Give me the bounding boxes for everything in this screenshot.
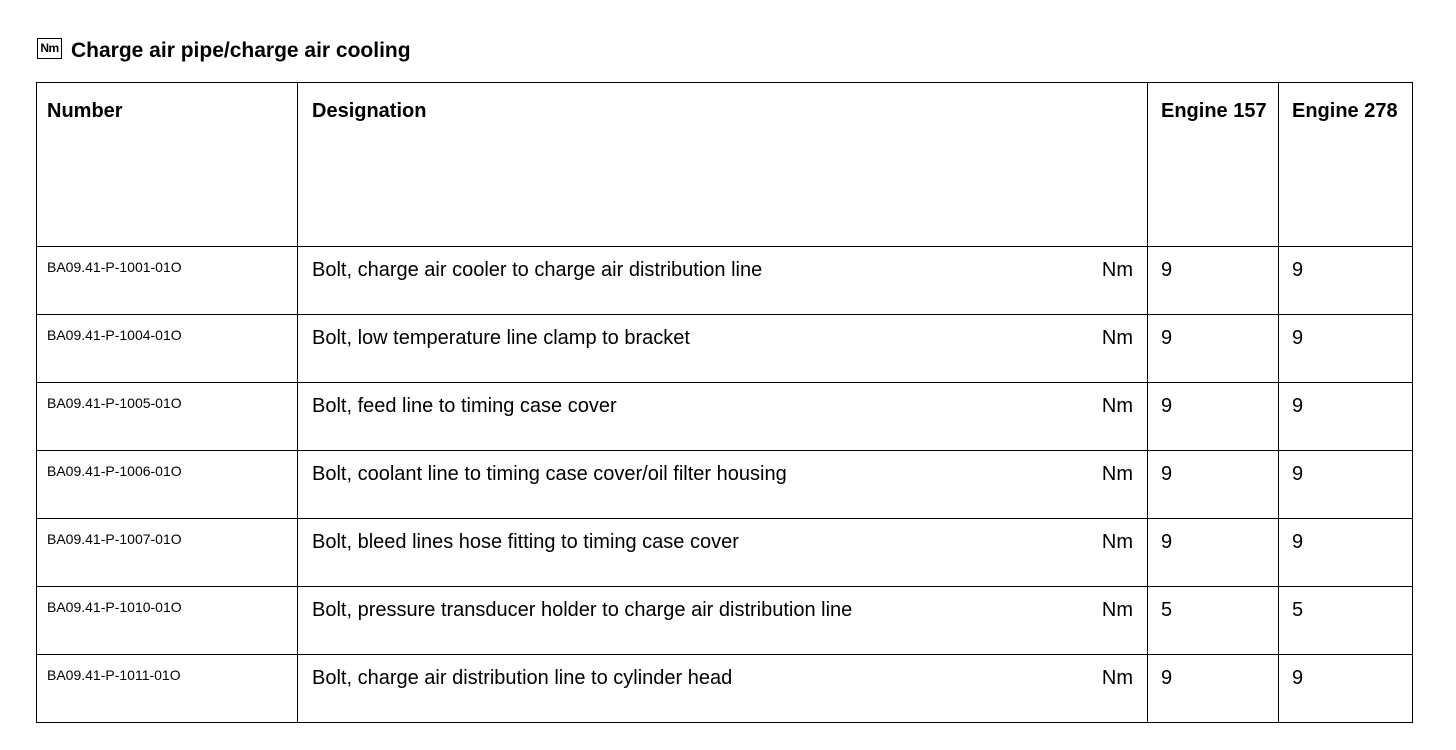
engine-157-value: 9 xyxy=(1161,327,1173,349)
engine-157-cell xyxy=(1148,451,1279,519)
table-row xyxy=(37,315,1413,383)
unit-label: Nm xyxy=(1101,531,1133,553)
column-header-engine-278: Engine 278 xyxy=(1279,83,1413,247)
engine-278-value: 9 xyxy=(1292,531,1304,553)
designation-text: Bolt, bleed lines hose fitting to timing case cover xyxy=(312,531,739,553)
column-header-number: Number xyxy=(37,83,298,247)
designation-cell xyxy=(298,315,1148,383)
number-cell xyxy=(37,451,298,519)
engine-278-cell xyxy=(1279,655,1413,723)
engine-278-cell xyxy=(1279,451,1413,519)
designation-cell xyxy=(298,587,1148,655)
engine-278-value: 9 xyxy=(1292,463,1304,485)
engine-278-value: 9 xyxy=(1292,327,1304,349)
engine-278-value: 9 xyxy=(1292,395,1304,417)
number-cell xyxy=(37,247,298,315)
designation-text: Bolt, charge air distribution line to cylinder head xyxy=(312,667,733,689)
designation-cell xyxy=(298,451,1148,519)
column-header-engine-157: Engine 157 xyxy=(1148,83,1279,247)
engine-278-value: 9 xyxy=(1292,667,1304,689)
engine-157-value: 9 xyxy=(1161,259,1173,281)
table-row xyxy=(37,519,1413,587)
designation-text: Bolt, low temperature line clamp to bracket xyxy=(312,327,690,349)
engine-157-cell xyxy=(1148,655,1279,723)
engine-157-cell xyxy=(1148,383,1279,451)
section-title: Charge air pipe/charge air cooling xyxy=(71,39,411,62)
engine-157-cell xyxy=(1148,315,1279,383)
number-cell xyxy=(37,587,298,655)
unit-label: Nm xyxy=(1101,667,1133,689)
engine-157-cell xyxy=(1148,519,1279,587)
engine-278-cell xyxy=(1279,383,1413,451)
engine-157-value: 9 xyxy=(1161,531,1173,553)
engine-278-value: 5 xyxy=(1292,599,1304,621)
designation-cell xyxy=(298,655,1148,723)
designation-text: Bolt, feed line to timing case cover xyxy=(312,395,617,417)
reference-number[interactable]: BA09.41-P-1001-01O xyxy=(47,259,182,275)
reference-number[interactable]: BA09.41-P-1011-01O xyxy=(47,667,181,683)
engine-157-cell xyxy=(1148,247,1279,315)
engine-278-cell xyxy=(1279,587,1413,655)
unit-label: Nm xyxy=(1101,259,1133,281)
column-header-designation: Designation xyxy=(298,83,1148,247)
number-cell xyxy=(37,655,298,723)
number-cell xyxy=(37,315,298,383)
designation-cell xyxy=(298,383,1148,451)
table-row xyxy=(37,247,1413,315)
unit-label: Nm xyxy=(1101,327,1133,349)
engine-278-cell xyxy=(1279,247,1413,315)
designation-cell xyxy=(298,519,1148,587)
unit-label: Nm xyxy=(1101,463,1133,485)
reference-number[interactable]: BA09.41-P-1007-01O xyxy=(47,531,182,547)
designation-text: Bolt, pressure transducer holder to charge air distribution line xyxy=(312,599,853,621)
torque-table xyxy=(36,82,1413,723)
designation-cell xyxy=(298,247,1148,315)
section-heading xyxy=(37,36,411,66)
designation-text: Bolt, charge air cooler to charge air distribution line xyxy=(312,259,763,281)
table-row xyxy=(37,451,1413,519)
designation-text: Bolt, coolant line to timing case cover/oil filter housing xyxy=(312,463,787,485)
unit-label: Nm xyxy=(1101,599,1133,621)
table-row xyxy=(37,383,1413,451)
table-row xyxy=(37,587,1413,655)
engine-157-value: 9 xyxy=(1161,667,1173,689)
number-cell xyxy=(37,519,298,587)
reference-number[interactable]: BA09.41-P-1004-01O xyxy=(47,327,182,343)
engine-278-value: 9 xyxy=(1292,259,1304,281)
engine-278-cell xyxy=(1279,315,1413,383)
engine-157-cell xyxy=(1148,587,1279,655)
number-cell xyxy=(37,383,298,451)
engine-157-value: 9 xyxy=(1161,395,1173,417)
table-row xyxy=(37,655,1413,723)
reference-number[interactable]: BA09.41-P-1005-01O xyxy=(47,395,182,411)
engine-157-value: 5 xyxy=(1161,599,1173,621)
unit-label: Nm xyxy=(1101,395,1133,417)
table-header-row xyxy=(37,83,1413,247)
engine-278-cell xyxy=(1279,519,1413,587)
reference-number[interactable]: BA09.41-P-1010-01O xyxy=(47,599,182,615)
torque-nm-icon: Nm xyxy=(37,38,62,59)
reference-number[interactable]: BA09.41-P-1006-01O xyxy=(47,463,182,479)
engine-157-value: 9 xyxy=(1161,463,1173,485)
